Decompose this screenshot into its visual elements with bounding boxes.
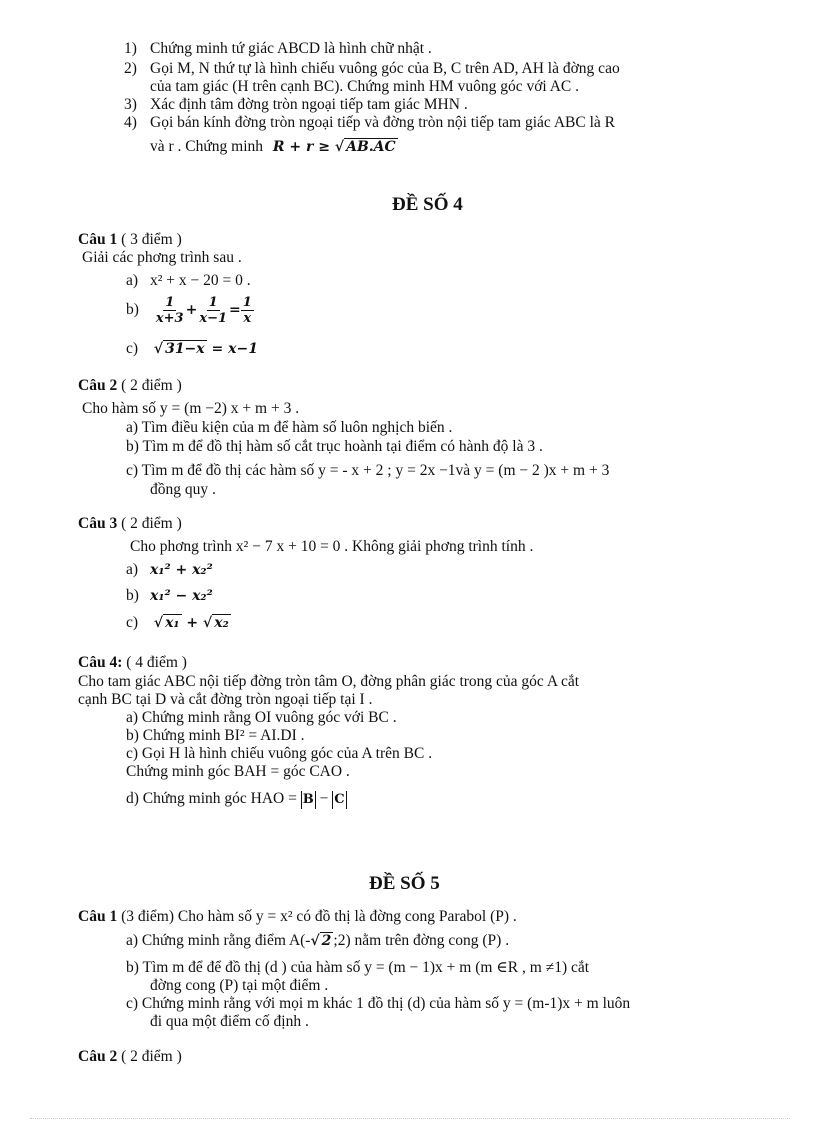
top-item-3: 3) Xác định tâm đờng tròn ngoại tiếp tam giác MHN .: [124, 96, 468, 113]
de4-cau1-a: a) x² + x − 20 = 0 .: [126, 272, 251, 289]
de4-cau2-heading: Câu 2 ( 2 điểm ): [78, 377, 182, 394]
de4-cau4-l1: Cho tam giác ABC nội tiếp đờng tròn tâm O, đờng phân giác trong của góc A cắt: [78, 673, 580, 690]
de4-cau3-intro: Cho phơng trình x² − 7 x + 10 = 0 . Không giải phơng trình tính .: [130, 538, 534, 555]
top-item-2: 2) Gọi M, N thứ tự là hình chiếu vuông góc của B, C trên AD, AH là đờng cao: [124, 60, 620, 77]
angle-c-abs: C: [334, 792, 345, 807]
de4-cau3-a: a) x₁² + x₂²: [126, 561, 213, 578]
fraction-3: $\frac{1}{x}$: [242, 294, 252, 326]
sqrt-x1: √ x₁: [153, 615, 180, 631]
de4-cau4-heading: Câu 4: ( 4 điểm ): [78, 654, 187, 671]
de5-cau1-c-cont: đi qua một điểm cố định .: [150, 1013, 309, 1030]
de4-cau3-b: b) x₁² − x₂²: [126, 587, 213, 604]
de4-cau1-b: b) $\frac{1}{x+3}$ + $\frac{1}{x-1}$ = $\frac{1}{x}$: [126, 294, 252, 326]
de5-cau1-c: c) Chứng minh rằng với mọi m khác 1 đồ thị (d) của hàm số y = (m-1)x + m luôn: [126, 995, 631, 1012]
de5-cau1-b-cont: đờng cong (P) tại một điểm .: [150, 977, 329, 994]
de4-cau4-a: a) Chứng minh rằng OI vuông góc với BC .: [126, 709, 397, 726]
de4-cau2-a: a) Tìm điều kiện của m để hàm số luôn nghịch biến .: [126, 419, 453, 436]
de4-cau4-c: c) Gọi H là hình chiếu vuông góc của A trên BC .: [126, 745, 433, 762]
de5-cau2-heading: Câu 2 ( 2 điểm ): [78, 1048, 182, 1065]
de5-cau1-heading: Câu 1 (3 điểm) Cho hàm số y = x² có đồ thị là đờng cong Parabol (P) .: [78, 908, 517, 925]
sqrt-2: √ 2: [310, 933, 332, 949]
angle-b-abs: B: [302, 792, 314, 807]
top-item-2-cont: của tam giác (H trên cạnh BC). Chứng minh HM vuông góc với AC .: [150, 78, 580, 95]
section-title-de5: ĐỀ SỐ 5: [369, 873, 440, 894]
fraction-2: $\frac{1}{x-1}$: [199, 294, 228, 326]
de5-cau1-b: b) Tìm m để để đồ thị (d ) của hàm số y = (m − 1)x + m (m ∈R , m ≠1) cắt: [126, 959, 590, 976]
section-title-de4: ĐỀ SỐ 4: [392, 194, 463, 215]
top-item-4: 4) Gọi bán kính đờng tròn ngoại tiếp và đờng tròn nội tiếp tam giác ABC là R: [124, 114, 615, 131]
de5-cau1-a: a) Chứng minh rằng điểm A(-√ 2 ;2) nằm trên đờng cong (P) .: [126, 932, 510, 949]
de4-cau4-l2: cạnh BC tại D và cắt đờng tròn ngoại tiếp tại I .: [78, 691, 373, 708]
de4-cau4-c2: Chứng minh góc BAH = góc CAO .: [126, 763, 350, 780]
de4-cau2-b: b) Tìm m để đồ thị hàm số cắt trục hoành tại điểm có hành độ là 3 .: [126, 438, 543, 455]
fraction-1: $\frac{1}{x+3}$: [155, 294, 184, 326]
inequality-formula: R + r ≥ √ AB.AC: [272, 139, 396, 155]
de4-cau4-b: b) Chứng minh BI² = AI.DI .: [126, 727, 305, 744]
sqrt-x2: √ x₂: [203, 615, 229, 631]
top-item-1: 1) Chứng minh tứ giác ABCD là hình chữ nhật .: [124, 40, 432, 57]
sqrt-expression: √ 31−x = x−1: [153, 341, 258, 357]
de4-cau1-c: c) √ 31−x = x−1: [126, 340, 258, 357]
page-bottom-divider: [30, 1118, 790, 1119]
de4-cau4-d: d) Chứng minh góc HAO = B − C: [126, 790, 345, 807]
de4-cau2-c-cont: đồng quy .: [150, 481, 216, 498]
de4-cau3-heading: Câu 3 ( 2 điểm ): [78, 515, 182, 532]
de4-cau2-c: c) Tìm m để đồ thị các hàm số y = - x + 2 ; y = 2x −1và y = (m − 2 )x + m + 3: [126, 462, 610, 479]
de4-cau1-intro: Giải các phơng trình sau .: [82, 249, 242, 266]
de4-cau2-intro: Cho hàm số y = (m −2) x + m + 3 .: [82, 400, 300, 417]
top-item-4-cont: và r . Chứng minh R + r ≥ √ AB.AC: [150, 138, 396, 155]
de4-cau3-c: c) √ x₁ + √ x₂: [126, 614, 229, 631]
de4-cau1-heading: Câu 1 ( 3 điểm ): [78, 231, 182, 248]
